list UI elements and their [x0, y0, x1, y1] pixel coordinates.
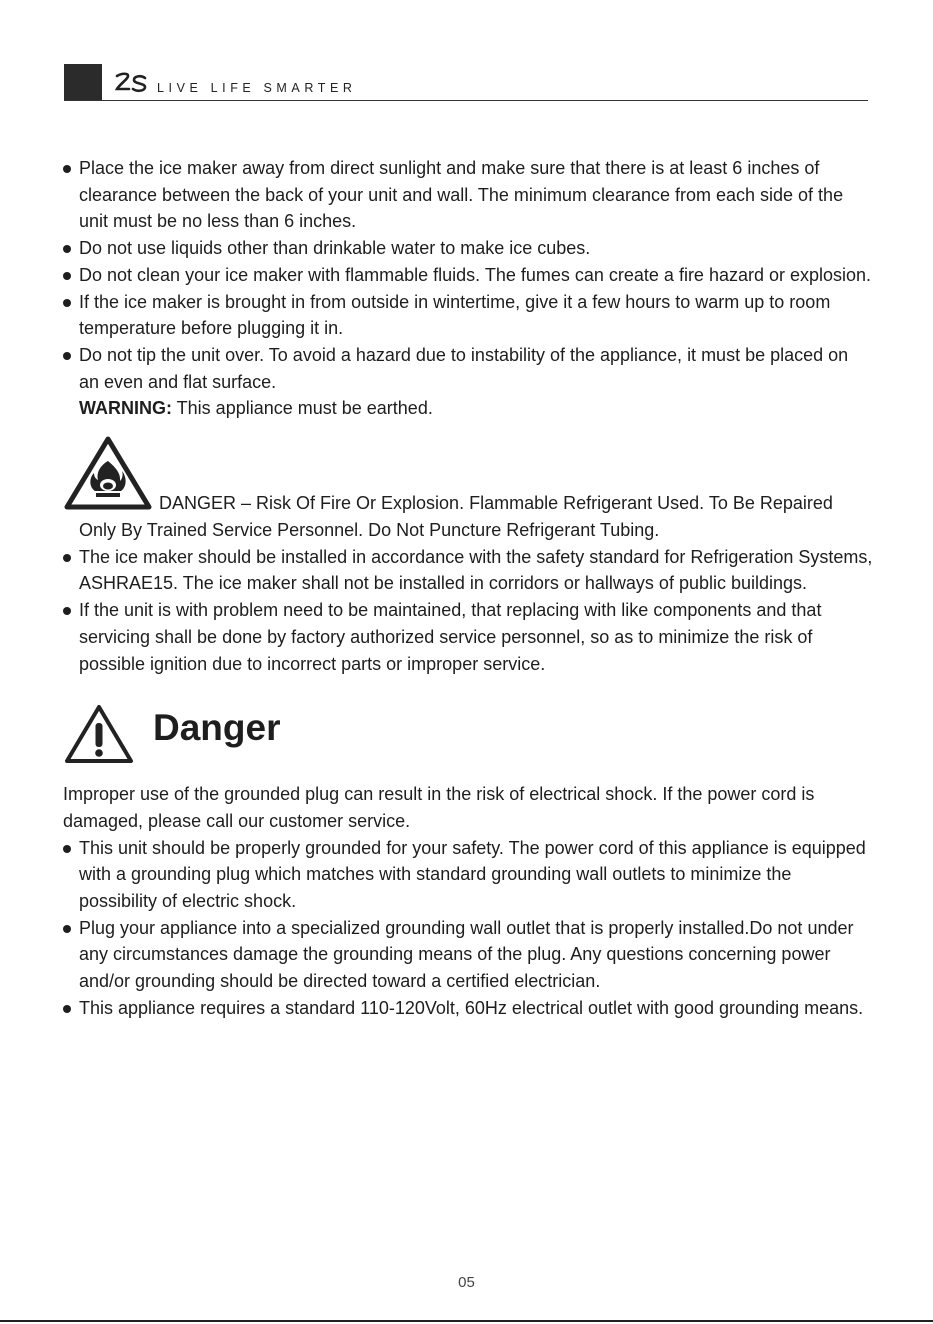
list-item-text: This appliance requires a standard 110-120Volt, 60Hz electrical outlet with good grounding means.	[79, 997, 864, 1018]
warning-text: This appliance must be earthed.	[172, 398, 433, 419]
page-number: 05	[458, 1274, 475, 1291]
list-item	[63, 915, 873, 995]
exclamation-warning-icon	[64, 703, 134, 765]
flammable-danger-notice	[63, 435, 873, 517]
list-item-text: This unit should be properly grounded for your safety. The power cord of this appliance is equipped with a grounding plug which matches with standard grounding wall outlets to minimize the possibility of electric shock.	[79, 837, 866, 912]
list-item	[63, 342, 873, 395]
earthing-warning	[63, 395, 873, 422]
grounding-list	[63, 835, 873, 1022]
brand-tagline: LIVE LIFE SMARTER	[157, 81, 357, 95]
list-item	[63, 262, 873, 289]
bullet-dot	[63, 845, 71, 853]
page-content	[63, 155, 873, 1022]
bullet-dot	[63, 245, 71, 253]
bullet-dot	[63, 554, 71, 562]
flammable-warning-icon	[63, 435, 153, 513]
bullet-dot	[63, 607, 71, 615]
list-item	[63, 235, 873, 262]
warning-label: WARNING:	[79, 398, 172, 419]
list-item-text: Place the ice maker away from direct sunlight and make sure that there is at least 6 inches of clearance between the back of your unit and wall. The minimum clearance from each side of the unit must be no less than 6 inches.	[79, 158, 844, 232]
list-item-text: Do not use liquids other than drinkable water to make ice cubes.	[79, 238, 591, 259]
list-item	[63, 544, 873, 597]
brand-logo	[114, 72, 148, 94]
bullet-dot	[63, 272, 71, 280]
bullet-dot	[63, 165, 71, 173]
list-item	[63, 597, 873, 677]
danger-line-1: DANGER – Risk Of Fire Or Explosion. Flammable Refrigerant Used. To Be Repaired	[159, 493, 833, 514]
safety-list-2	[63, 544, 873, 678]
bullet-dot	[63, 352, 71, 360]
footer-rule	[0, 1320, 933, 1322]
safety-list-1	[63, 155, 873, 395]
list-item	[63, 835, 873, 915]
list-item	[63, 155, 873, 235]
header-block	[64, 64, 102, 101]
list-item-text: If the ice maker is brought in from outside in wintertime, give it a few hours to warm up to room temperature before plugging it in.	[79, 291, 831, 339]
bullet-dot	[63, 1005, 71, 1013]
list-item	[63, 289, 873, 342]
danger-intro: Improper use of the grounded plug can result in the risk of electrical shock. If the power cord is damaged, please call our customer service.	[63, 784, 815, 831]
list-item-text: If the unit is with problem need to be maintained, that replacing with like components and that servicing shall be done by factory authorized service personnel, so as to minimize the risk of possible ignition due to incorrect parts or improper service.	[79, 600, 822, 674]
bullet-dot	[63, 925, 71, 933]
danger-heading	[63, 701, 873, 779]
list-item-text: Do not tip the unit over. To avoid a hazard due to instability of the appliance, it must be placed on an even and flat surface.	[79, 344, 849, 392]
list-item	[63, 995, 873, 1022]
list-item-text: The ice maker should be installed in accordance with the safety standard for Refrigeration Systems, ASHRAE15. The ice maker shall not be installed in corridors or hallways of public buildings.	[79, 546, 873, 594]
danger-line-2: Only By Trained Service Personnel. Do Not Puncture Refrigerant Tubing.	[79, 520, 660, 541]
list-item-text: Plug your appliance into a specialized grounding wall outlet that is properly installed.Do not under any circumstances damage the grounding means of the plug. Any questions concerning power and/or grounding should be directed toward a certified electrician.	[79, 917, 854, 992]
danger-section	[63, 701, 873, 1021]
list-item-text: Do not clean your ice maker with flammable fluids. The fumes can create a fire hazard or explosion.	[79, 264, 872, 285]
header-rule	[64, 100, 868, 101]
danger-title: Danger	[153, 707, 281, 749]
bullet-dot	[63, 299, 71, 307]
page-header	[64, 64, 868, 102]
